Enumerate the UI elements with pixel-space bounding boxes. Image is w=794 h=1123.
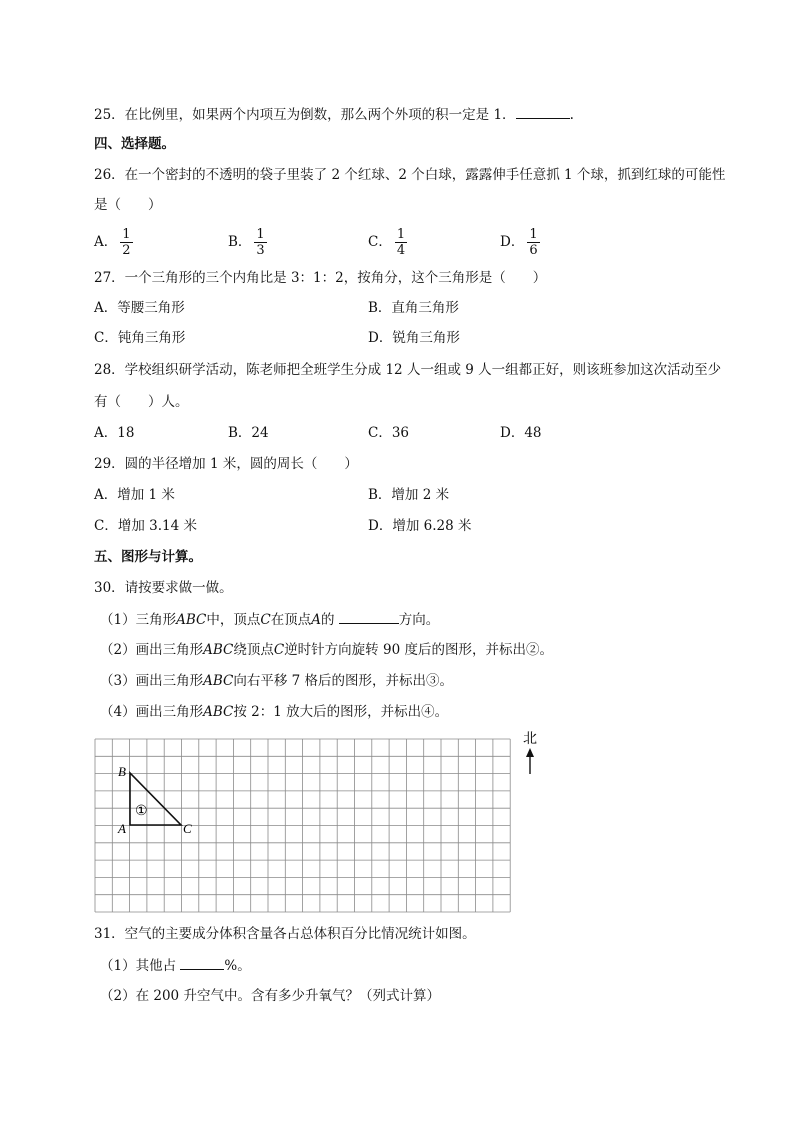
question-30-part2: （2）画出三角形ABC绕顶点C逆时针方向旋转 90 度后的图形，并标出②。 [100,642,553,658]
option-29-d[interactable]: D．增加 6.28 米 [368,518,472,534]
option-28-b[interactable]: B．24 [228,425,269,441]
north-label: 北 [523,731,537,747]
option-27-d[interactable]: D．锐角三角形 [368,330,460,346]
vertex-c-label: C [183,821,192,836]
option-27-a[interactable]: A．等腰三角形 [94,300,185,316]
question-28-line1: 28．学校组织研学活动，陈老师把全班学生分成 12 人一组或 9 人一组都正好，则该班参加这次活动至少 [94,362,722,378]
question-30-part4: （4）画出三角形ABC按 2：1 放大后的图形，并标出④。 [100,704,449,720]
question-25-text: 25．在比例里，如果两个内项互为倒数，那么两个外项的积一定是 1． [94,107,516,123]
vertex-b-label: B [118,764,126,779]
grid-figure[interactable] [94,738,512,914]
option-28-c[interactable]: C．36 [368,425,410,441]
answer-blank[interactable] [339,609,399,624]
question-29: 29．圆的半径增加 1 米，圆的周长（ ） [94,456,358,472]
question-27: 27．一个三角形的三个内角比是 3：1：2，按角分，这个三角形是（ ） [94,270,547,286]
option-29-c[interactable]: C．增加 3.14 米 [94,518,197,534]
option-27-c[interactable]: C．钝角三角形 [94,330,186,346]
option-28-d[interactable]: D．48 [500,425,542,441]
option-26-d[interactable]: D． $\frac{1}{6}$ [500,227,538,258]
question-31: 31．空气的主要成分体积含量各占总体积百分比情况统计如图。 [94,926,476,942]
fraction: $\frac{1}{3}$ [256,227,265,258]
fraction: $\frac{1}{6}$ [529,227,538,258]
option-29-a[interactable]: A．增加 1 米 [94,487,175,503]
question-31-part2: （2）在 200 升空气中。含有多少升氧气？（列式计算） [100,988,440,1004]
vertex-a-label: A [118,821,126,836]
fraction: $\frac{1}{4}$ [396,227,406,258]
section-heading-geometry: 五、图形与计算。 [94,549,202,565]
question-31-part1: （1）其他占 %。 [100,955,251,976]
section-heading-choice: 四、选择题。 [94,136,175,152]
question-30: 30．请按要求做一做。 [94,580,233,596]
north-indicator [517,728,545,778]
answer-blank[interactable] [180,955,224,970]
question-26-line1: 26．在一个密封的不透明的袋子里装了 2 个红球、2 个白球，露露伸手任意抓 1 个球，抓到红球的可能性 [94,167,726,183]
option-26-b[interactable]: B． $\frac{1}{3}$ [228,227,265,258]
fraction: $\frac{1}{2}$ [122,227,131,258]
option-29-b[interactable]: B．增加 2 米 [368,487,450,503]
north-arrow-icon [526,748,534,757]
option-27-b[interactable]: B．直角三角形 [368,300,459,316]
question-28-line2: 有（ ）人。 [94,394,189,410]
question-30-part1: （1）三角形ABC中，顶点C在顶点A的 方向。 [100,609,439,630]
option-26-c[interactable]: C． $\frac{1}{4}$ [368,227,406,258]
question-26-line2: 是（ ） [94,197,162,213]
question-30-part3: （3）画出三角形ABC向右平移 7 格后的图形，并标出③。 [100,673,454,689]
triangle-label: ① [135,803,148,819]
answer-blank[interactable] [516,104,570,119]
question-25: 25．在比例里，如果两个内项互为倒数，那么两个外项的积一定是 1． . [94,104,574,125]
option-26-a[interactable]: A． $\frac{1}{2}$ [94,227,131,258]
option-28-a[interactable]: A．18 [94,425,135,441]
